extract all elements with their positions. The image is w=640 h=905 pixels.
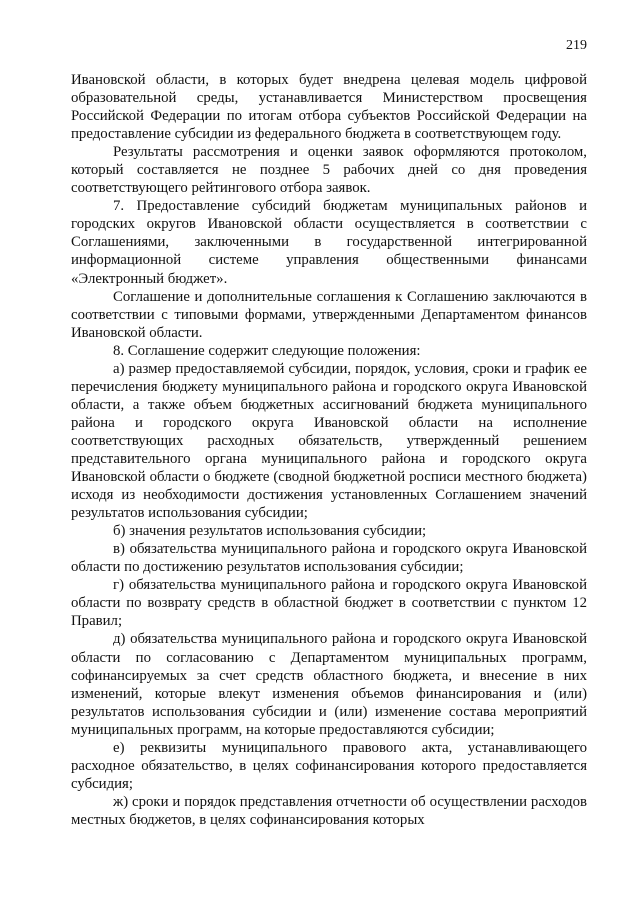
paragraph-subitem-d: д) обязательства муниципального района и городского округа Ивановской области по согласованию с Департаментом муниципальных программ, софинансируемых за счет средств областного бюджета, и внесение в них изменений, которые влекут изменения объемов финансирования и (или) результатов использования субсидии и (или) изменение состава мероприятий муниципальных программ, на которые предоставляются субсидии; <box>71 631 587 738</box>
paragraph-item-8: 8. Соглашение содержит следующие положения: <box>113 342 421 359</box>
paragraph-subitem-e: е) реквизиты муниципального правового акта, устанавливающего расходное обязательство, в целях софинансирования которого предоставляется субсидия; <box>71 739 587 792</box>
paragraph-subitem-zh: ж) сроки и порядок представления отчетности об осуществлении расходов местных бюджетов, в целях софинансирования которых <box>71 793 587 828</box>
paragraph-item-7: 7. Предоставление субсидий бюджетам муниципальных районов и городских округов Ивановской области осуществляется в соответствии с Соглашениями, заключенными в государственной интегрированной информационной системе управления общественными финансами «Электронный бюджет». <box>71 198 587 287</box>
paragraph-subitem-v: в) обязательства муниципального района и городского округа Ивановской области по достижению результатов использования субсидии; <box>71 541 587 576</box>
paragraph-subitem-a: а) размер предоставляемой субсидии, порядок, условия, сроки и график ее перечисления бюджету муниципального района и городского округа Ивановской области, а также объем бюджетных ассигнований бюджета муниципального района и городского округа Ивановской области на исполнение соответствующих расходных обязательств, утвержденный решением представительного органа муниципального района и городского округа Ивановской области о бюджете (сводной бюджетной росписи местного бюджета) исходя из необходимости достижения установленных Соглашением значений результатов использования субсидии; <box>71 360 587 522</box>
paragraph-continuation: Ивановской области, в которых будет внедрена целевая модель цифровой образовательной среды, устанавливается Министерством просвещения Российской Федерации по итогам отбора субъектов Российской Федерации на предоставление субсидии из федерального бюджета в соответствующем году. <box>71 72 587 143</box>
paragraph-review-results: Результаты рассмотрения и оценки заявок оформляются протоколом, который составляется не позднее 5 рабочих дней со дня проведения соответствующего рейтингового отбора заявок. <box>71 144 587 197</box>
document-body <box>71 71 587 829</box>
paragraph-subitem-b: б) значения результатов использования субсидии; <box>113 523 427 540</box>
page-number: 219 <box>566 38 587 53</box>
paragraph-agreement-forms: Соглашение и дополнительные соглашения к Соглашению заключаются в соответствии с типовыми формами, утвержденными Департаментом финансов Ивановской области. <box>71 288 587 341</box>
paragraph-subitem-g: г) обязательства муниципального района и городского округа Ивановской области по возврату средств в областной бюджет в соответствии с пунктом 12 Правил; <box>71 577 587 630</box>
